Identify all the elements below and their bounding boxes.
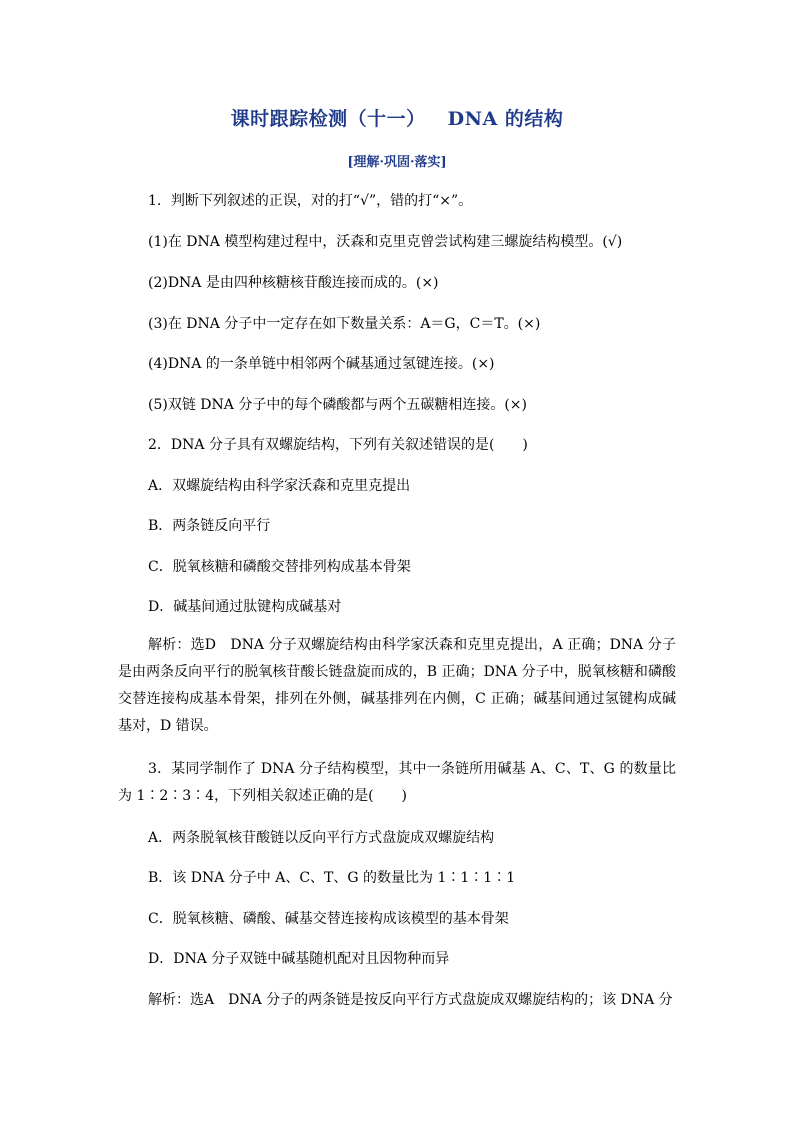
q2-option-b: B．两条链反向平行 (148, 518, 271, 534)
q2-analysis: 解析：选D DNA 分子双螺旋结构由科学家沃森和克里克提出，A 正确；DNA 分子是由两条反向平行的脱氧核苷酸长链盘旋而成的，B 正确；DNA 分子中，脱氧核糖和磷酸交替连接构成基本骨架，排列在外侧，碱基排列在内侧，C 正确；碱基间通过氢键构成碱基对，D 错误。 (118, 637, 676, 734)
q3-option-b: B．该 DNA 分子中 A、C、T、G 的数量比为 1∶1∶1∶1 (148, 870, 516, 886)
q1-item-5: (5)双链 DNA 分子中的每个磷酸都与两个五碳糖相连接。(×) (148, 397, 527, 413)
section-heading: [理解·巩固·落实] (347, 155, 447, 170)
q2-option-c: C．脱氧核糖和磷酸交替排列构成基本骨架 (148, 559, 411, 575)
q3-option-c: C．脱氧核糖、磷酸、碱基交替连接构成该模型的基本骨架 (148, 911, 509, 927)
q1-item-2: (2)DNA 是由四种核糖核苷酸连接而成的。(×) (148, 275, 439, 291)
q3-option-a: A．两条脱氧核苷酸链以反向平行方式盘旋成双螺旋结构 (148, 830, 495, 846)
q1-item-4: (4)DNA 的一条单链中相邻两个碱基通过氢键连接。(×) (148, 356, 495, 372)
q2-option-d: D．碱基间通过肽键构成碱基对 (148, 599, 342, 615)
title-part2: DNA 的结构 (447, 108, 564, 130)
q1-stem: 1．判断下列叙述的正误，对的打“√”，错的打“×”。 (148, 193, 473, 209)
q1-item-1: (1)在 DNA 模型构建过程中，沃森和克里克曾尝试构建三螺旋结构模型。(√) (148, 234, 623, 250)
q3-stem: 3．某同学制作了 DNA 分子结构模型，其中一条链所用碱基 A、C、T、G 的数量比为 1∶2∶3∶4，下列相关叙述正确的是( ) (118, 761, 676, 804)
q3-option-d: D．DNA 分子双链中碱基随机配对且因物种而异 (148, 951, 450, 967)
q2-stem: 2．DNA 分子具有双螺旋结构，下列有关叙述错误的是( ) (148, 437, 528, 453)
page-title (0, 104, 794, 131)
q2-option-a: A．双螺旋结构由科学家沃森和克里克提出 (148, 478, 411, 494)
q3-analysis: 解析：选A DNA 分子的两条链是按反向平行方式盘旋成双螺旋结构的；该 DNA 分 (148, 992, 673, 1008)
q1-item-3: (3)在 DNA 分子中一定存在如下数量关系：A＝G，C＝T。(×) (148, 316, 541, 332)
title-part1: 课时跟踪检测（十一） (230, 108, 426, 130)
